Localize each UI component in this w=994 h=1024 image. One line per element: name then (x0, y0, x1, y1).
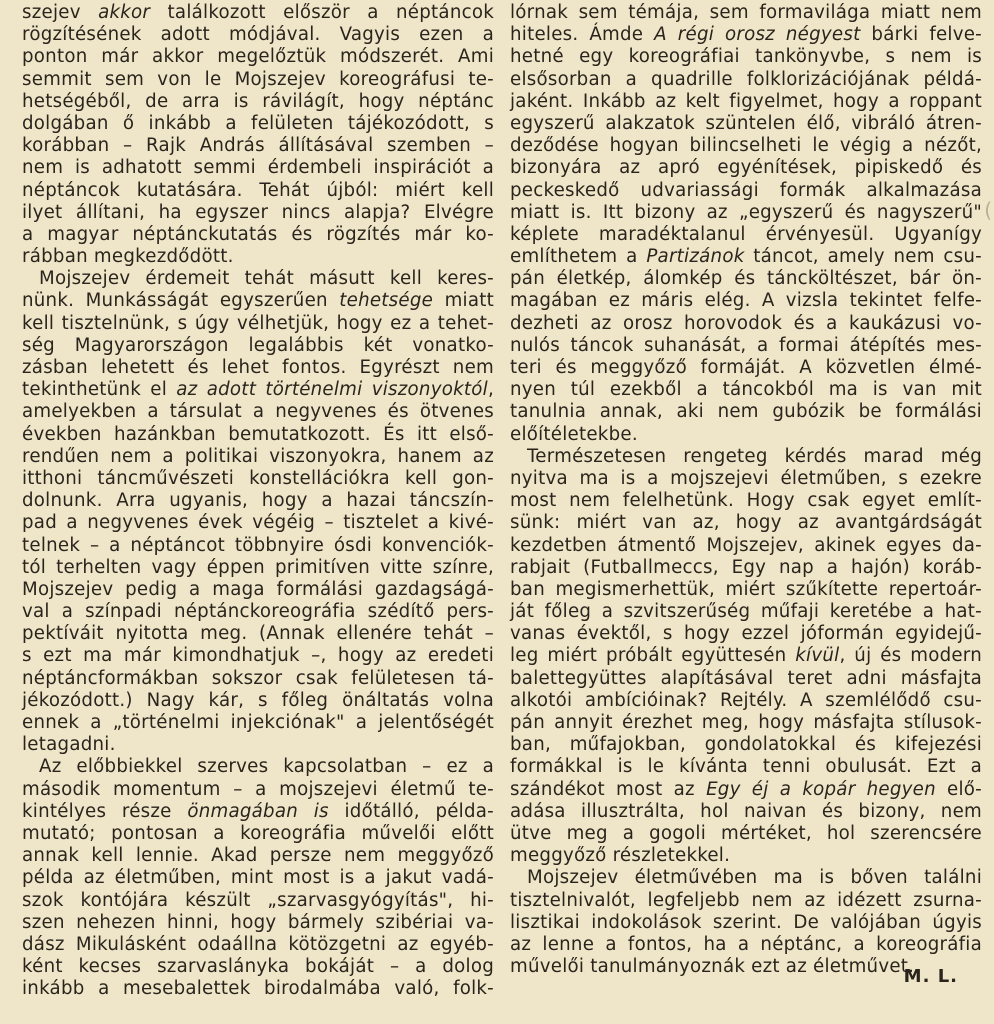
left-column-text-line: itthoni táncművészeti konstellációkra kell gon- (22, 467, 494, 489)
right-column-text-line: kezdetben átmentő Mojszejev, akinek egyes da- (510, 534, 982, 556)
right-column-text-line: miatt is. Itt bizony az „egyszerű és nagyszerű" (510, 201, 982, 223)
left-column-text-line: dász Mikulásként odaállna kötözgetni az egyéb- (22, 933, 494, 955)
right-column-text-line: lisztikai indokolások szerint. De valójában úgyis (510, 911, 982, 933)
left-column-text-line: zásban lehetett és lehet fontos. Egyrészt nem (22, 357, 494, 378)
left-column-text-line: ponton már akkor megelőztük módszerét. Ami (22, 46, 494, 68)
left-column-text-line: években hazánkban bemutatkozott. És itt első- (22, 423, 494, 445)
left-column-text-line: szok kontójára készült „szarvasgyógyítás", hi- (22, 889, 494, 911)
right-column-text-line: meggyőző részletekkel. (510, 845, 731, 867)
right-column-text-line: művelői tanulmányoznák ezt az életművet. (510, 956, 915, 978)
right-column-text-line: képlete maradéktalanul érvényesül. Ugyanígy (510, 223, 982, 245)
right-column-text-line: hetné egy koreográfiai tankönyvbe, s nem is (510, 46, 982, 68)
left-column-text-line: a magyar néptánckutatás és rögzítés már ko- (22, 223, 494, 245)
right-column-text-line: peckeskedő udvariassági formák alkalmazása (510, 179, 982, 201)
right-column-text-line: hiteles. Ámde A régi orosz négyest bárki felve- (510, 24, 982, 46)
right-column-text-line: előítéletekbe. (510, 423, 638, 445)
left-column-text-line: rögzítésének adott módjával. Vagyis ezen a (22, 24, 494, 46)
left-column-text-line: szen nehezen hinni, hogy bármely szibériai va- (22, 911, 494, 933)
right-column-text-line: nyen túl ezekből a táncokból ma is van mit (510, 379, 982, 401)
left-column-text-line: tekinthetünk el az adott történelmi viszonyoktól, (22, 379, 494, 401)
right-column-text-line: egyszerű alakzatok szüntelen élő, vibráló átren- (510, 112, 982, 134)
right-column-text-line: ban, műfajokban, gondolatokkal és kifejezési (510, 734, 982, 756)
right-column-text-line: Mojszejev életművében ma is bőven találni (527, 867, 982, 889)
right-column (510, 2, 982, 978)
left-column-text-line: néptáncformákban sokszor csak felületesen tá- (22, 667, 494, 689)
left-column-text-line: telnek – a néptáncot többnyire ósdi konvenciók- (22, 534, 494, 556)
left-column-text-line: ként kecses szarvaslányka bokáját – a dolog (22, 956, 494, 978)
left-column-text-line: val a színpadi néptánckoreográfia szédítő pers- (22, 601, 494, 623)
left-column-text-line: mutató; pontosan a koreográfia művelői előtt (22, 822, 494, 844)
left-column-text-line: hetségéből, de arra is rávilágít, hogy néptánc (22, 90, 494, 112)
right-column-text-line: pán annyit érezhet meg, hogy másfajta stílusok- (510, 712, 982, 733)
right-column-text-line: említhetem a Partizánok táncot, amely nem csu- (510, 246, 982, 268)
right-column-text-line: bizonyára az apró egyénítések, pipiskedő és (510, 157, 982, 179)
emphasis-text: A régi orosz négyest (654, 24, 861, 46)
right-column-text-line: nyitva ma is a mojszejevi életműben, s ezekre (510, 467, 982, 489)
left-column-text-line: kell tisztelnünk, s úgy vélhetjük, hogy ez a tehet- (22, 312, 494, 334)
left-column-text-line: nem is adhatott semmi érdembeli inspirációt a (22, 157, 494, 179)
right-column-text-line: formákkal is le kívánta tenni obulusát. Ezt a (510, 756, 982, 778)
right-column-text-line: sünk: miért van az, hogy az avantgárdságát (510, 512, 982, 534)
left-column-text-line: pektíváit nyitotta meg. (Annak ellenére tehát – (22, 623, 494, 645)
emphasis-text: önmagában is (187, 800, 329, 822)
left-column-text-line: ilyet állítani, ha egyszer nincs alapja? Elvégre (22, 201, 494, 223)
left-column-text-line: ennek a „történelmi injekciónak" a jelentőségét (22, 712, 494, 733)
left-column-text-line: Mojszejev érdemeit tehát másutt kell keres- (39, 268, 494, 290)
right-column-text-line: lórnak sem témája, sem formavilága miatt nem (510, 2, 982, 23)
right-column-text-line: tisztelnivalót, legfeljebb nem az idézett zsurna- (510, 889, 982, 911)
right-column-text-line: magában ez máris elég. A vizsla tekintet felfe- (510, 290, 982, 312)
left-column-text-line: Mojszejev pedig a maga formálási gazdagságá- (22, 578, 494, 600)
right-column-text-line: rabjait (Futballmeccs, Egy nap a hajón) koráb- (510, 556, 982, 578)
left-column-text-line: korábban – Rajk András állításával szemben – (22, 135, 494, 157)
right-column-text-line: az lenne a fontos, ha a néptánc, a koreográfia (510, 933, 982, 955)
right-column-text-line: ját főleg a szvitszerűség műfaji keretébe a hat- (510, 601, 982, 623)
left-column-text-line: semmit sem von le Mojszejev koreográfusi te- (22, 68, 494, 90)
right-column-text-line: balettegyüttes alapításával teret adni másfajta (510, 667, 982, 689)
left-column-text-line: letagadni. (22, 734, 116, 756)
right-column-text-line: vanas évektől, s hogy ezzel jóformán egyidejű- (510, 623, 982, 645)
left-column-text-line: jékozódott.) Nagy kár, s főleg önáltatás volna (22, 689, 494, 711)
right-column-text-line: jaként. Inkább az kelt figyelmet, hogy a roppant (510, 90, 982, 112)
right-column-text-line: deződése hogyan bilincselheti le végig a nézőt, (510, 135, 982, 157)
right-column-text-line: alkotói ambícióinak? Rejtély. A szemlélődő csu- (510, 689, 982, 711)
emphasis-text: az adott történelmi viszonyoktól (176, 379, 488, 401)
left-column-text-line: ség Magyarországon legalábbis két vonatko- (22, 334, 494, 356)
left-column-text-line: néptáncok kutatására. Tehát újból: miért kell (22, 179, 494, 201)
emphasis-text: Egy éj a kopár hegyen (706, 778, 936, 800)
right-column-text-line: most nem felelhetünk. Hogy csak egyet említ- (510, 490, 982, 512)
emphasis-text: akkor (98, 2, 151, 23)
author-signature: M. L. (903, 966, 958, 987)
left-column-text-line: inkább a mesebalettek birodalmába való, folk- (22, 978, 494, 1000)
left-column-text-line: szejev akkor találkozott először a néptáncok (22, 2, 495, 23)
emphasis-text: kívül (795, 645, 840, 667)
right-column-text-line: pán életkép, álomkép és táncköltészet, bár ön- (510, 268, 982, 290)
right-column-text-line: Természetesen rengeteg kérdés marad még (527, 445, 982, 467)
right-column-text-line: tanulnia annak, aki nem gubózik be formálási (510, 401, 982, 423)
right-column-text-line: ütve meg a gogoli mértéket, hol szerencsére (510, 822, 982, 844)
left-column-text-line: s ezt ma már kimondhatjuk –, hogy az eredeti (22, 645, 494, 667)
left-column-text-line: Az előbbiekkel szerves kapcsolatban – ez a (39, 756, 494, 778)
left-column-text-line: kintélyes része önmagában is időtálló, példa- (22, 800, 494, 822)
right-column-text-line: dezheti az orosz horovodok és a kaukázusi vo- (510, 312, 982, 334)
left-column-text-line: dolgában ő inkább a felületen tájékozódott, s (22, 112, 494, 134)
left-column-text-line: dolnunk. Arra ugyanis, hogy a hazai táncszín- (22, 490, 494, 512)
left-column-text-line: tól terhelten vagy éppen primitíven vitte színre, (22, 556, 494, 578)
left-column-text-line: példa az életműben, mint most is a jakut vadá- (22, 867, 494, 889)
right-column-text-line: leg miért próbált együttesén kívül, új és modern (510, 645, 982, 667)
left-column-text-line: rendűen nem a politikai viszonyokra, hanem az (22, 445, 494, 467)
right-column-text-line: elsősorban a quadrille folklorizációjának példá- (510, 68, 982, 90)
emphasis-text: Partizánok (646, 246, 745, 268)
right-column-text-line: nulós táncok suhanását, a formai átépítés mes- (510, 334, 982, 356)
right-column-text-line: ban megismerhettük, miért szűkítette repertoár- (510, 578, 982, 600)
margin-mark: ( (984, 198, 992, 222)
right-column-text-line: teri és meggyőző formáját. A közvetlen élmé- (510, 357, 982, 378)
left-column-text-line: annak kell lennie. Akad persze nem meggyőző (22, 845, 494, 867)
emphasis-text: tehetsége (339, 290, 434, 312)
left-column-text-line: pad a negyvenes évek végéig – tisztelet a kivé- (22, 512, 494, 534)
right-column-text-line: szándékot most az Egy éj a kopár hegyen elő- (510, 778, 982, 800)
left-column-text-line: amelyekben a társulat a negyvenes és ötvenes (22, 401, 494, 423)
left-column-text-line: nünk. Munkásságát egyszerűen tehetsége miatt (22, 290, 494, 312)
right-column-text-line: adása illusztrálta, hol naivan és bizony, nem (510, 800, 982, 822)
left-column-text-line: rábban megkezdődött. (22, 246, 234, 268)
left-column (22, 2, 494, 1000)
left-column-text-line: második momentum – a mojszejevi életmű te- (22, 778, 494, 800)
